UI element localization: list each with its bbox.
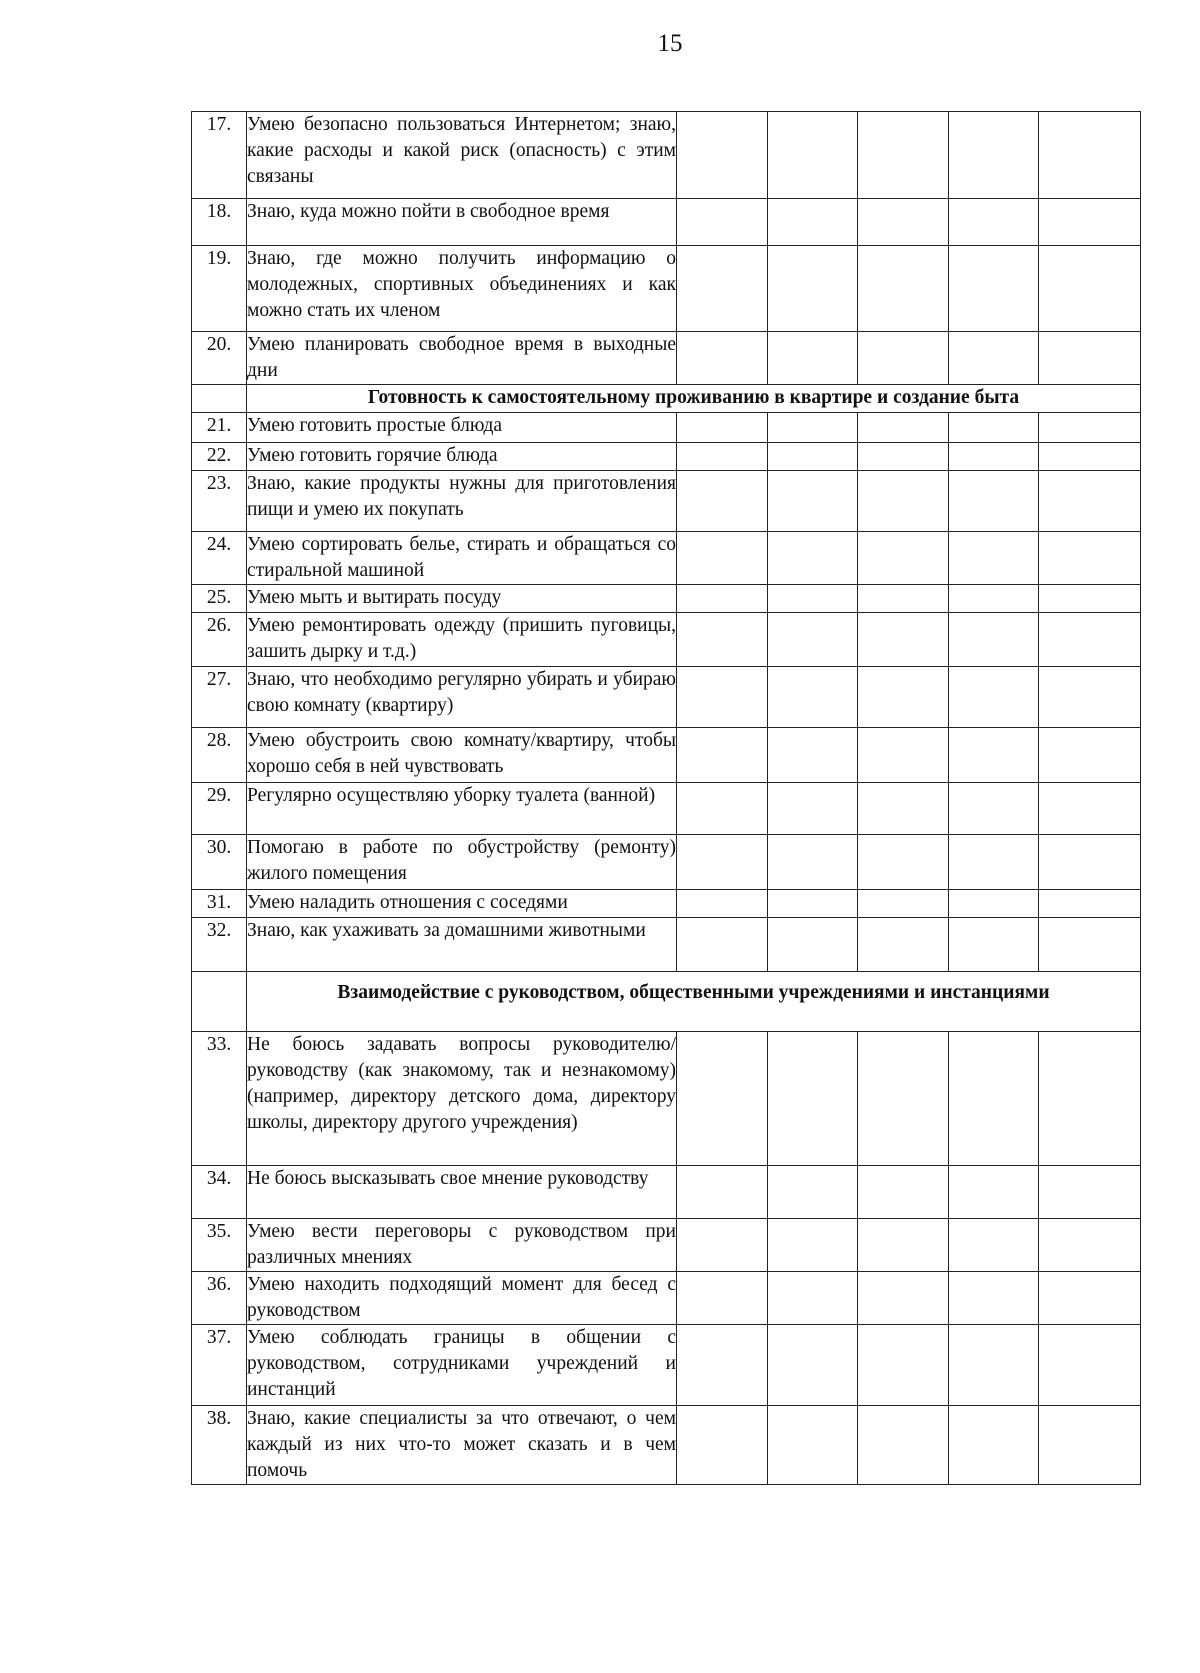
rating-cell[interactable] xyxy=(677,918,768,972)
section-title: Готовность к самостоятельному проживанию в квартире и создание быта xyxy=(247,385,1141,413)
item-number: 29. xyxy=(192,783,247,835)
item-statement: Умею сортировать белье, стирать и обращаться со стиральной машиной xyxy=(247,532,677,585)
item-number: 23. xyxy=(192,471,247,532)
survey-row xyxy=(192,835,1141,890)
rating-cell[interactable] xyxy=(949,783,1039,835)
item-statement: Знаю, какие продукты нужны для приготовления пищи и умею их покупать xyxy=(247,471,677,532)
survey-row xyxy=(192,1272,1141,1325)
rating-cell[interactable] xyxy=(858,1166,949,1219)
rating-cell[interactable] xyxy=(858,112,949,199)
rating-cell[interactable] xyxy=(1039,783,1141,835)
item-number: 26. xyxy=(192,613,247,667)
rating-cell[interactable] xyxy=(1039,199,1141,246)
rating-cell[interactable] xyxy=(949,1272,1039,1325)
rating-cell[interactable] xyxy=(1039,112,1141,199)
rating-cell[interactable] xyxy=(949,532,1039,585)
item-statement: Умею вести переговоры с руководством при различных мнениях xyxy=(247,1219,677,1272)
rating-cell[interactable] xyxy=(1039,835,1141,890)
rating-cell[interactable] xyxy=(858,199,949,246)
rating-cell[interactable] xyxy=(858,783,949,835)
rating-cell[interactable] xyxy=(768,1219,858,1272)
rating-cell[interactable] xyxy=(949,112,1039,199)
item-statement: Не боюсь высказывать свое мнение руководству xyxy=(247,1166,677,1219)
rating-cell[interactable] xyxy=(677,443,768,471)
rating-cell[interactable] xyxy=(677,413,768,443)
rating-cell[interactable] xyxy=(858,1219,949,1272)
survey-row xyxy=(192,613,1141,667)
item-number: 30. xyxy=(192,835,247,890)
rating-cell[interactable] xyxy=(949,1219,1039,1272)
rating-cell[interactable] xyxy=(949,890,1039,918)
section-header-row xyxy=(192,385,1141,413)
item-statement: Умею обустроить свою комнату/квартиру, чтобы хорошо себя в ней чувствовать xyxy=(247,728,677,783)
survey-row xyxy=(192,783,1141,835)
rating-cell[interactable] xyxy=(1039,1166,1141,1219)
item-number: 32. xyxy=(192,918,247,972)
rating-cell[interactable] xyxy=(768,1032,858,1166)
rating-cell[interactable] xyxy=(677,1166,768,1219)
survey-row xyxy=(192,246,1141,332)
rating-cell[interactable] xyxy=(858,1406,949,1485)
rating-cell[interactable] xyxy=(949,199,1039,246)
rating-cell[interactable] xyxy=(949,1406,1039,1485)
survey-row xyxy=(192,112,1141,199)
rating-cell[interactable] xyxy=(768,585,858,613)
rating-cell[interactable] xyxy=(677,1272,768,1325)
item-number: 36. xyxy=(192,1272,247,1325)
survey-row xyxy=(192,728,1141,783)
item-statement: Знаю, куда можно пойти в свободное время xyxy=(247,199,677,246)
item-statement: Умею ремонтировать одежду (пришить пуговицы, зашить дырку и т.д.) xyxy=(247,613,677,667)
rating-cell[interactable] xyxy=(1039,443,1141,471)
rating-cell[interactable] xyxy=(677,332,768,385)
survey-table xyxy=(191,111,1141,1485)
rating-cell[interactable] xyxy=(949,1166,1039,1219)
item-statement: Знаю, как ухаживать за домашними животными xyxy=(247,918,677,972)
page-number: 15 xyxy=(657,30,683,57)
item-number: 19. xyxy=(192,246,247,332)
item-statement: Умею готовить горячие блюда xyxy=(247,443,677,471)
rating-cell[interactable] xyxy=(768,1325,858,1406)
rating-cell[interactable] xyxy=(677,585,768,613)
item-number: 25. xyxy=(192,585,247,613)
rating-cell[interactable] xyxy=(949,332,1039,385)
rating-cell[interactable] xyxy=(949,471,1039,532)
survey-row xyxy=(192,532,1141,585)
rating-cell[interactable] xyxy=(858,835,949,890)
item-statement: Регулярно осуществляю уборку туалета (ванной) xyxy=(247,783,677,835)
rating-cell[interactable] xyxy=(677,728,768,783)
rating-cell[interactable] xyxy=(858,585,949,613)
item-number: 27. xyxy=(192,667,247,728)
rating-cell[interactable] xyxy=(858,332,949,385)
survey-row xyxy=(192,667,1141,728)
item-number: 35. xyxy=(192,1219,247,1272)
rating-cell[interactable] xyxy=(949,918,1039,972)
section-number-cell xyxy=(192,385,247,413)
rating-cell[interactable] xyxy=(858,471,949,532)
rating-cell[interactable] xyxy=(768,783,858,835)
rating-cell[interactable] xyxy=(768,443,858,471)
survey-row xyxy=(192,1219,1141,1272)
rating-cell[interactable] xyxy=(1039,1219,1141,1272)
item-statement: Умею готовить простые блюда xyxy=(247,413,677,443)
rating-cell[interactable] xyxy=(858,918,949,972)
rating-cell[interactable] xyxy=(858,532,949,585)
rating-cell[interactable] xyxy=(1039,1325,1141,1406)
item-number: 20. xyxy=(192,332,247,385)
rating-cell[interactable] xyxy=(949,443,1039,471)
rating-cell[interactable] xyxy=(1039,1272,1141,1325)
rating-cell[interactable] xyxy=(768,112,858,199)
survey-row xyxy=(192,413,1141,443)
rating-cell[interactable] xyxy=(768,667,858,728)
item-number: 37. xyxy=(192,1325,247,1406)
rating-cell[interactable] xyxy=(768,1406,858,1485)
rating-cell[interactable] xyxy=(677,783,768,835)
rating-cell[interactable] xyxy=(768,890,858,918)
rating-cell[interactable] xyxy=(677,246,768,332)
survey-row xyxy=(192,471,1141,532)
item-number: 31. xyxy=(192,890,247,918)
rating-cell[interactable] xyxy=(1039,918,1141,972)
rating-cell[interactable] xyxy=(768,918,858,972)
section-number-cell xyxy=(192,972,247,1032)
item-number: 38. xyxy=(192,1406,247,1485)
item-number: 34. xyxy=(192,1166,247,1219)
item-statement: Умею соблюдать границы в общении с руководством, сотрудниками учреждений и инстанций xyxy=(247,1325,677,1406)
survey-row xyxy=(192,1166,1141,1219)
rating-cell[interactable] xyxy=(677,1406,768,1485)
item-number: 17. xyxy=(192,112,247,199)
rating-cell[interactable] xyxy=(768,246,858,332)
item-statement: Знаю, где можно получить информацию о молодежных, спортивных объединениях и как можно стать их членом xyxy=(247,246,677,332)
rating-cell[interactable] xyxy=(1039,246,1141,332)
survey-row xyxy=(192,890,1141,918)
item-number: 28. xyxy=(192,728,247,783)
rating-cell[interactable] xyxy=(858,613,949,667)
rating-cell[interactable] xyxy=(949,413,1039,443)
item-statement: Знаю, что необходимо регулярно убирать и убираю свою комнату (квартиру) xyxy=(247,667,677,728)
rating-cell[interactable] xyxy=(1039,585,1141,613)
rating-cell[interactable] xyxy=(949,613,1039,667)
rating-cell[interactable] xyxy=(949,1032,1039,1166)
item-number: 18. xyxy=(192,199,247,246)
rating-cell[interactable] xyxy=(768,413,858,443)
rating-cell[interactable] xyxy=(1039,413,1141,443)
rating-cell[interactable] xyxy=(858,1325,949,1406)
survey-row xyxy=(192,332,1141,385)
rating-cell[interactable] xyxy=(768,835,858,890)
rating-cell[interactable] xyxy=(949,667,1039,728)
rating-cell[interactable] xyxy=(677,835,768,890)
rating-cell[interactable] xyxy=(677,667,768,728)
rating-cell[interactable] xyxy=(677,1219,768,1272)
item-statement: Помогаю в работе по обустройству (ремонту) жилого помещения xyxy=(247,835,677,890)
rating-cell[interactable] xyxy=(858,413,949,443)
item-number: 33. xyxy=(192,1032,247,1166)
item-statement: Умею планировать свободное время в выходные дни xyxy=(247,332,677,385)
rating-cell[interactable] xyxy=(1039,532,1141,585)
rating-cell[interactable] xyxy=(677,532,768,585)
rating-cell[interactable] xyxy=(677,1032,768,1166)
rating-cell[interactable] xyxy=(768,332,858,385)
rating-cell[interactable] xyxy=(768,1166,858,1219)
rating-cell[interactable] xyxy=(949,728,1039,783)
rating-cell[interactable] xyxy=(949,246,1039,332)
rating-cell[interactable] xyxy=(858,728,949,783)
rating-cell[interactable] xyxy=(1039,1406,1141,1485)
rating-cell[interactable] xyxy=(858,443,949,471)
item-number: 22. xyxy=(192,443,247,471)
survey-row xyxy=(192,1406,1141,1485)
rating-cell[interactable] xyxy=(858,890,949,918)
rating-cell[interactable] xyxy=(768,199,858,246)
item-number: 21. xyxy=(192,413,247,443)
rating-cell[interactable] xyxy=(1039,332,1141,385)
section-header-row xyxy=(192,972,1141,1032)
item-statement: Знаю, какие специалисты за что отвечают, о чем каждый из них что-то может сказать и в чем помочь xyxy=(247,1406,677,1485)
section-title: Взаимодействие с руководством, общественными учреждениями и инстанциями xyxy=(247,972,1141,1032)
rating-cell[interactable] xyxy=(677,613,768,667)
rating-cell[interactable] xyxy=(768,532,858,585)
survey-row xyxy=(192,585,1141,613)
item-statement: Умею наладить отношения с соседями xyxy=(247,890,677,918)
survey-row xyxy=(192,918,1141,972)
survey-row xyxy=(192,199,1141,246)
item-statement: Не боюсь задавать вопросы руководителю/ руководству (как знакомому, так и незнакомому) (например, директору детского дома, директору школы, директору другого учреждения) xyxy=(247,1032,677,1166)
rating-cell[interactable] xyxy=(1039,613,1141,667)
item-statement: Умею мыть и вытирать посуду xyxy=(247,585,677,613)
rating-cell[interactable] xyxy=(768,728,858,783)
rating-cell[interactable] xyxy=(677,890,768,918)
survey-row xyxy=(192,1032,1141,1166)
rating-cell[interactable] xyxy=(677,112,768,199)
rating-cell[interactable] xyxy=(677,471,768,532)
rating-cell[interactable] xyxy=(768,613,858,667)
rating-cell[interactable] xyxy=(858,1032,949,1166)
item-number: 24. xyxy=(192,532,247,585)
rating-cell[interactable] xyxy=(1039,471,1141,532)
rating-cell[interactable] xyxy=(1039,728,1141,783)
rating-cell[interactable] xyxy=(949,835,1039,890)
item-statement: Умею безопасно пользоваться Интернетом; знаю, какие расходы и какой риск (опасность) с этим связаны xyxy=(247,112,677,199)
rating-cell[interactable] xyxy=(949,1325,1039,1406)
rating-cell[interactable] xyxy=(677,1325,768,1406)
item-statement: Умею находить подходящий момент для бесед с руководством xyxy=(247,1272,677,1325)
rating-cell[interactable] xyxy=(1039,890,1141,918)
survey-row xyxy=(192,443,1141,471)
rating-cell[interactable] xyxy=(1039,667,1141,728)
rating-cell[interactable] xyxy=(1039,1032,1141,1166)
rating-cell[interactable] xyxy=(768,1272,858,1325)
rating-cell[interactable] xyxy=(677,199,768,246)
rating-cell[interactable] xyxy=(768,471,858,532)
rating-cell[interactable] xyxy=(858,1272,949,1325)
rating-cell[interactable] xyxy=(858,246,949,332)
rating-cell[interactable] xyxy=(949,585,1039,613)
survey-row xyxy=(192,1325,1141,1406)
rating-cell[interactable] xyxy=(858,667,949,728)
